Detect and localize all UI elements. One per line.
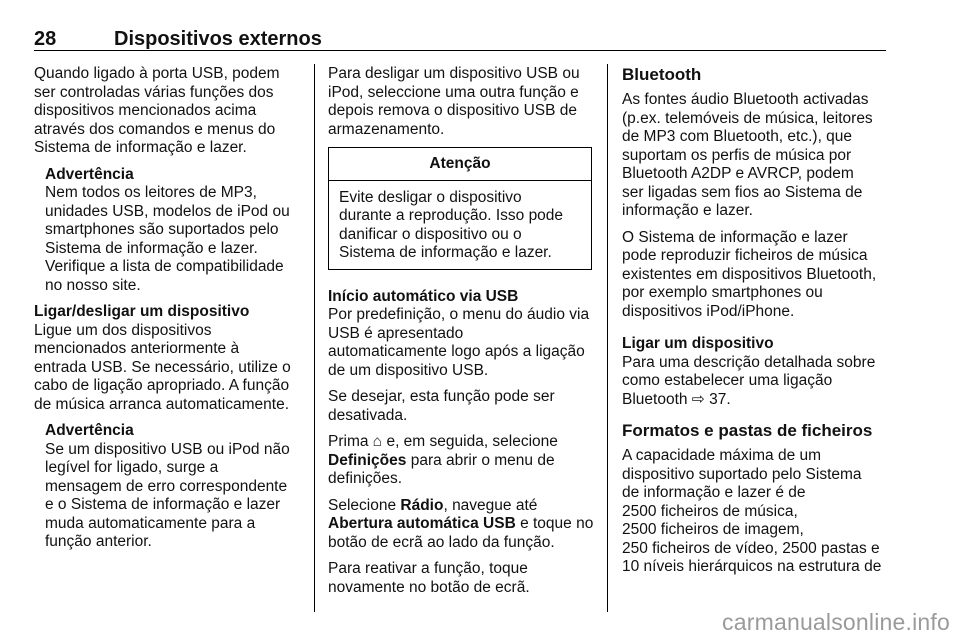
- body-paragraph: Prima ⌂ e, em seguida, selecione Definições para abrir o menu de definições.: [328, 433, 558, 487]
- caution-title: Atenção: [329, 148, 591, 181]
- intro-paragraph: Para desligar um dispositivo USB ou iPod, seleccione uma outra função e depois remova o dispositivo USB de armazenamento.: [328, 65, 580, 138]
- page-header: [34, 28, 886, 51]
- column-divider: [607, 64, 608, 612]
- body-paragraph: Para uma descrição detalhada sobre como estabelecer uma ligação Bluetooth ⇨ 37.: [622, 354, 890, 410]
- watermark: carmanualsonline.info: [722, 609, 950, 635]
- body-paragraph: As fontes áudio Bluetooth activadas (p.ex. telemóveis de música, leitores de MP3 com Bluetooth, etc.), que suportam os perfis de música por Bluetooth A2DP e AVRCP, podem ser ligadas sem fios ao Sistema de informação e lazer.: [622, 91, 873, 219]
- menu-term: Rádio: [400, 496, 444, 514]
- page-reference[interactable]: Bluetooth ⇨ 37.: [622, 390, 731, 408]
- page-number: 28: [34, 28, 57, 50]
- note-advertencia: Advertência Se um dispositivo USB ou iPod não legível for ligado, surge a mensagem de erro correspondente e o Sistema de informação e lazer muda automaticamente para a função anterior.: [34, 422, 302, 552]
- body-paragraph: A capacidade máxima de um dispositivo suportado pelo Sistema de informação e lazer é de 2500 ficheiros de música, 2500 ficheiros de imagem, 250 ficheiros de vídeo, 2500 pastas e 10 níveis hierárquicos na estrutura de: [622, 447, 882, 575]
- subheading-ligar-desligar: Ligar/desligar um dispositivo: [34, 303, 250, 320]
- note-advertencia: Advertência Nem todos os leitores de MP3, unidades USB, modelos de iPod ou smartphones são suportados pelo Sistema de informação e lazer. Verifique a lista de compatibilidade no nosso site.: [34, 166, 302, 296]
- column-3: [622, 65, 890, 585]
- heading-bluetooth: Bluetooth: [622, 65, 702, 84]
- page-title: Dispositivos externos: [114, 28, 322, 50]
- body-paragraph: Por predefinição, o menu do áudio via USB é apresentado automaticamente logo após a ligação de um dispositivo USB.: [328, 306, 590, 379]
- heading-formatos: Formatos e pastas de ficheiros: [622, 421, 873, 440]
- menu-term: Abertura automática USB: [328, 515, 516, 532]
- subheading-ligar-dispositivo: Ligar um dispositivo: [622, 335, 774, 352]
- caution-box: [328, 147, 592, 270]
- body-paragraph: Selecione Rádio, navegue até Abertura automática USB e toque no botão de ecrã ao lado da função.: [328, 496, 594, 551]
- column-2: [328, 65, 592, 605]
- note-title: Advertência: [45, 165, 134, 183]
- caution-body: Evite desligar o dispositivo durante a reprodução. Isso pode danificar o dispositivo ou o Sistema de informação e lazer.: [339, 188, 564, 261]
- subheading-inicio-automatico: Início automático via USB: [328, 287, 519, 305]
- menu-term: Definições: [328, 451, 407, 469]
- note-title: Advertência: [45, 422, 134, 439]
- body-paragraph: Ligue um dos dispositivos mencionados anteriormente à entrada USB. Se necessário, utilize o cabo de ligação apropriado. A função de música arranca automaticamente.: [34, 321, 291, 413]
- intro-paragraph: Quando ligado à porta USB, podem ser controladas várias funções dos dispositivos mencionados acima através dos comandos e menus do Sistema de informação e lazer.: [34, 65, 280, 156]
- body-paragraph: Para reativar a função, toque novamente no botão de ecrã.: [328, 560, 530, 596]
- body-paragraph: Se desejar, esta função pode ser desativada.: [328, 388, 555, 424]
- column-divider: [314, 64, 315, 612]
- body-paragraph: O Sistema de informação e lazer pode reproduzir ficheiros de música existentes em dispositivos Bluetooth, por exemplo smartphones ou dispositivos iPod/iPhone.: [622, 228, 877, 320]
- column-1: [34, 65, 302, 560]
